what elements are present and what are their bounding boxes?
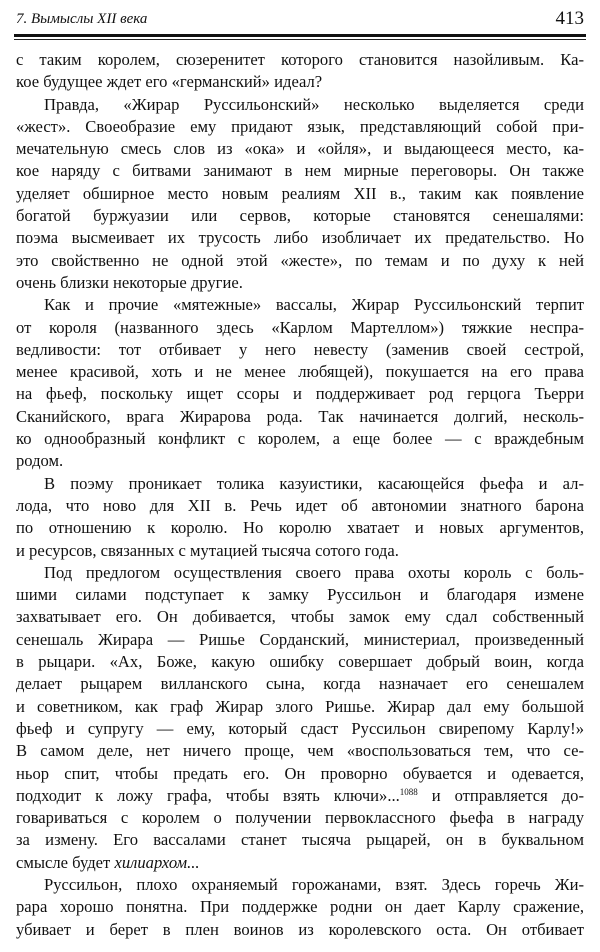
- line-text: богатой буржуазии или сервов, которые становятся сенешалями:: [16, 206, 584, 226]
- line-text: рара хорошо понятна. При поддержке родни он дает Карлу сражение,: [16, 897, 584, 917]
- line-text: «жест». Своеобразие ему придают язык, представляющий собой при-: [16, 116, 584, 136]
- text-line: [16, 495, 584, 517]
- line-text: захватывает его. Он добивается, чтобы замок ему сдал собственный: [16, 607, 584, 627]
- text-line: [16, 94, 584, 116]
- header-rule-thin: [14, 39, 586, 40]
- text-line: [16, 517, 584, 539]
- text-line: [16, 138, 584, 160]
- line-text: делает рыцарем вилланского сына, когда назначает его сенешалем: [16, 674, 584, 694]
- line-text: это свойственно не одной этой «жесте», по темам и по духу к ней: [16, 250, 584, 270]
- text-line: [16, 406, 584, 428]
- line-text: мечательную смесь слов из «ока» и «ойля», и выдающееся место, ка-: [16, 139, 584, 159]
- text-line: [16, 317, 584, 339]
- line-text: Сканийского, врага Жирарова рода. Так начинается долгий, несколь-: [16, 406, 584, 426]
- text-line: [16, 584, 584, 606]
- page-number: 413: [555, 8, 584, 29]
- body-text: [16, 49, 584, 941]
- line-text: убивает и берет в плен воинов из королевского оста. Он отбивает: [16, 919, 584, 939]
- running-header: [16, 8, 584, 32]
- text-line: [16, 785, 584, 807]
- line-text: менее красивой, хоть и не менее любящей), покушается на его права: [16, 362, 584, 382]
- line-text: фьеф и супругу — ему, который сдаст Руссильон свирепому Карлу!»: [16, 718, 584, 738]
- text-line: [16, 919, 584, 941]
- text-line: [16, 896, 584, 918]
- text-line: [16, 160, 584, 182]
- text-line: [16, 473, 584, 495]
- text-line: [16, 829, 584, 851]
- line-text: очень близки некоторые другие.: [16, 272, 243, 292]
- text-line: [16, 227, 584, 249]
- line-text: шими силами подступает к замку Руссильон и благодаря измене: [16, 585, 584, 605]
- line-text: лода, что ново для XII в. Речь идет об автономии знатного барона: [16, 495, 584, 515]
- text-line: [16, 696, 584, 718]
- line-text: подходит к ложу графа, чтобы взять ключи»...: [16, 785, 400, 805]
- text-line: [16, 874, 584, 896]
- line-text: смысле будет: [16, 852, 115, 872]
- text-line: [16, 562, 584, 584]
- text-line: [16, 540, 584, 562]
- line-text: от короля (названного здесь «Карлом Мартеллом») тяжкие неспра-: [16, 317, 584, 337]
- text-line: [16, 71, 584, 93]
- text-line: [16, 740, 584, 762]
- text-line: [16, 383, 584, 405]
- footnote-ref: 1088: [399, 786, 418, 797]
- line-text: говариваться с королем о получении первоклассного фьефа в награду: [16, 808, 584, 828]
- line-text: Правда, «Жирар Руссильонский» несколько выделяется среди: [44, 94, 584, 114]
- line-text: В самом деле, нет ничего проще, чем «воспользоваться тем, что се-: [16, 741, 584, 761]
- line-text: уделяет обширное место новым реалиям XII в., таким как появление: [16, 183, 584, 203]
- line-text: Как и прочие «мятежные» вассалы, Жирар Руссильонский терпит: [44, 295, 584, 315]
- header-rule-thick: [14, 34, 586, 37]
- text-line: [16, 718, 584, 740]
- line-text: и отправляется до-: [417, 785, 585, 805]
- text-line: [16, 450, 584, 472]
- text-line: [16, 49, 584, 71]
- line-text: в рыцари. «Ах, Боже, какую ошибку совершает добрый воин, когда: [16, 652, 584, 672]
- line-text: на фьеф, поскольку ищет ссоры и поддерживает род герцога Тьерри: [16, 384, 584, 404]
- line-text: и советником, как граф Жирар злого Ришье. Жирар дал ему большой: [16, 696, 584, 716]
- line-text: и ресурсов, связанных с мутацией тысяча сотого года.: [16, 540, 399, 560]
- text-line: [16, 272, 584, 294]
- chapter-title: 7. Вымыслы XII века: [16, 11, 148, 27]
- text-line: [16, 606, 584, 628]
- text-line: [16, 116, 584, 138]
- line-text: поэма высмеивает их трусость либо изобличает их предательство. Но: [16, 228, 584, 248]
- text-line: [16, 250, 584, 272]
- line-text: Руссильон, плохо охраняемый горожанами, взят. Здесь горечь Жи-: [44, 874, 584, 894]
- line-text: родом.: [16, 451, 64, 471]
- line-text: ведливости: тот отбивает у него невесту (заменив своей сестрой,: [16, 339, 584, 359]
- line-text: с таким королем, сюзеренитет которого становится назойливым. Ка-: [16, 50, 584, 69]
- text-line: [16, 852, 584, 874]
- line-text: кое будущее ждет его «германский» идеал?: [16, 72, 323, 92]
- italic-term: хилиархом...: [114, 852, 200, 872]
- text-line: [16, 205, 584, 227]
- line-text: по отношению к королю. Но королю хватает и новых аргументов,: [16, 518, 584, 538]
- text-line: [16, 673, 584, 695]
- text-line: [16, 763, 584, 785]
- text-line: [16, 651, 584, 673]
- line-text: сенешаль Жирара — Ришье Сорданский, министериал, произведенный: [16, 629, 584, 649]
- line-text: за измену. Его вассалами станет тысяча рыцарей, он в буквальном: [16, 830, 584, 850]
- text-line: [16, 361, 584, 383]
- text-line: [16, 428, 584, 450]
- text-line: [16, 294, 584, 316]
- line-text: кое наряду с битвами занимают в нем мирные переговоры. Он также: [16, 161, 584, 181]
- line-text: ньор спит, чтобы предать его. Он проворно обувается и одевается,: [16, 763, 584, 783]
- line-text: ко однообразный конфликт с королем, а еще более — с враждебным: [16, 429, 584, 449]
- line-text: Под предлогом осуществления своего права охоты король с боль-: [44, 562, 584, 582]
- text-line: [16, 183, 584, 205]
- text-line: [16, 629, 584, 651]
- line-text: В поэму проникает толика казуистики, касающейся фьефа и ал-: [44, 473, 584, 493]
- text-line: [16, 807, 584, 829]
- text-line: [16, 339, 584, 361]
